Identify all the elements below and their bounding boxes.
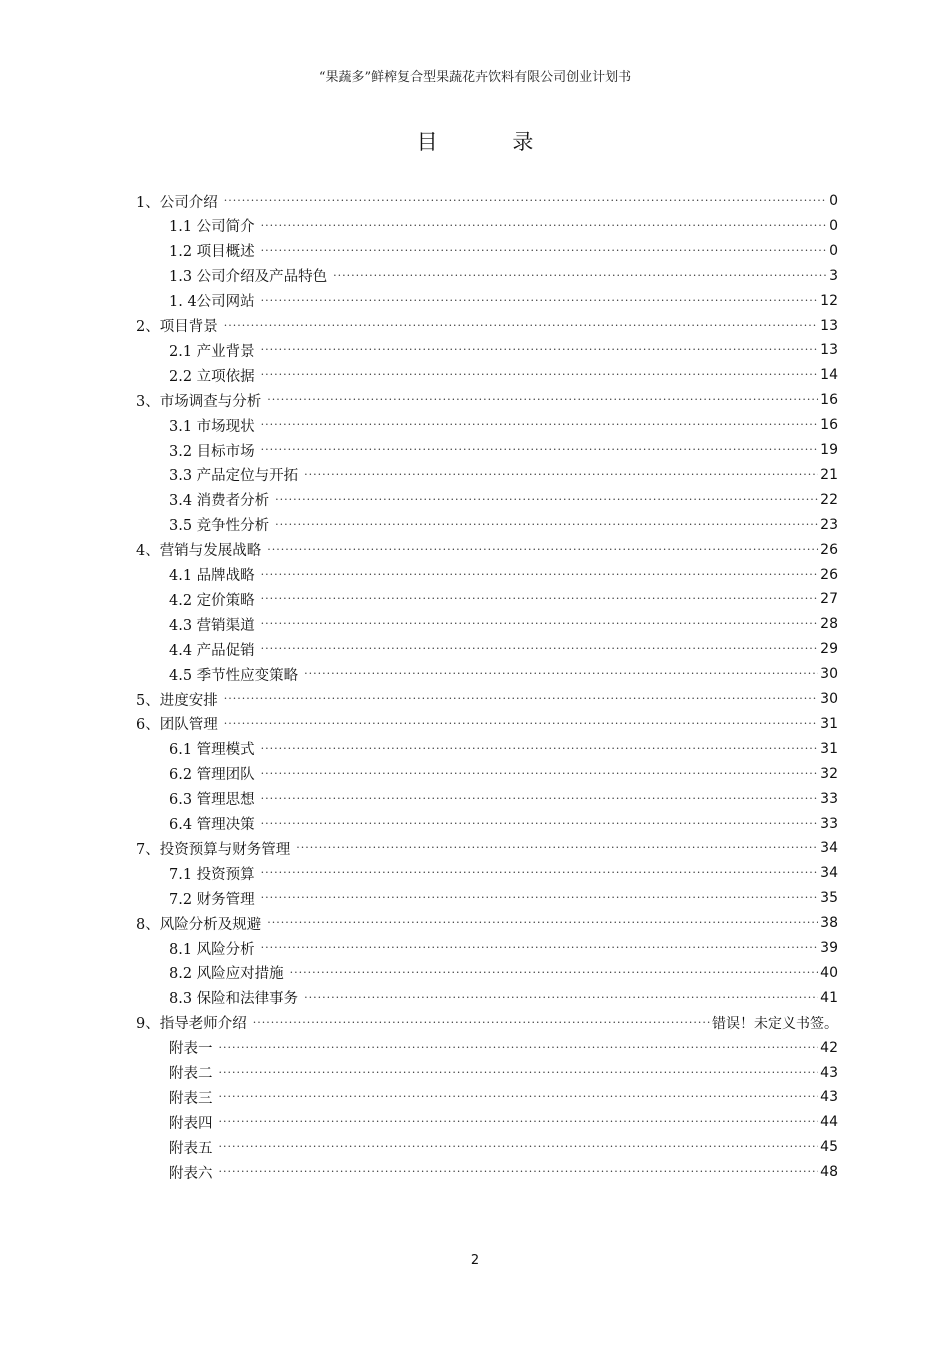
toc-leader-dots [261,937,819,959]
toc-entry-page: 42 [820,1039,838,1056]
toc-entry[interactable] [169,364,838,386]
toc-entry-page: 34 [820,840,838,857]
toc-entry[interactable] [136,315,838,337]
toc-leader-dots [261,414,819,436]
toc-leader-dots [219,1037,819,1059]
toc-entry-page: 32 [820,765,838,782]
toc-leader-dots [333,265,827,287]
toc-entry-label: 5、进度安排 [136,692,218,709]
toc-entry-page: 43 [820,1089,838,1106]
toc-entry[interactable] [169,240,838,262]
toc-leader-dots [224,688,818,710]
toc-entry-label: 1.1 公司简介 [169,219,255,236]
toc-leader-dots [224,713,818,735]
toc-entry[interactable] [169,788,838,810]
toc-entry-label: 4.1 品牌战略 [169,568,255,584]
toc-entry-label: 1、公司介绍 [136,194,218,211]
toc-entry-label: 8.3 保险和法律事务 [169,991,299,1008]
toc-entry[interactable] [169,962,838,984]
toc-entry[interactable] [169,813,838,835]
toc-entry-page: 16 [820,417,838,434]
toc-entry[interactable] [136,912,838,934]
toc-leader-dots [261,738,819,760]
toc-entry[interactable] [169,489,838,511]
toc-entry[interactable] [169,987,838,1009]
toc-entry-label: 2、项目背景 [136,319,218,335]
toc-entry-label: 3、市场调查与分析 [136,393,262,410]
toc-entry-label: 3.3 产品定位与开拓 [169,468,299,485]
toc-entry-page: 31 [820,715,838,732]
toc-entry[interactable] [136,190,838,212]
toc-leader-dots [261,763,819,785]
page-number: 2 [470,1253,480,1268]
toc-entry-label: 4.5 季节性应变策略 [169,667,299,684]
toc-entry-page: 12 [820,292,838,309]
toc-leader-dots [261,588,819,610]
toc-entry[interactable] [169,265,838,287]
toc-entry-page: 29 [820,641,838,658]
toc-leader-dots [261,339,819,361]
toc-entry-page: 33 [820,790,838,807]
toc-entry-label: 7.1 投资预算 [169,866,255,883]
toc-entry-page: 13 [820,317,838,334]
toc-entry-page: 27 [820,591,838,608]
toc-entry-label: 6.3 管理思想 [169,792,255,809]
toc-leader-dots [261,862,819,884]
toc-entry-page: 26 [820,566,838,583]
toc-entry[interactable] [136,539,838,561]
toc-entry[interactable] [169,1062,838,1084]
toc-entry-page: 0 [829,242,838,259]
toc-leader-dots [261,240,827,262]
toc-leader-dots [261,887,819,909]
toc-entry-page: 43 [820,1064,838,1081]
toc-entry[interactable] [169,464,838,486]
toc-entry[interactable] [169,1111,838,1133]
toc-leader-dots [219,1161,819,1183]
toc-leader-dots [304,663,818,685]
toc-entry[interactable] [136,837,838,859]
toc-entry-label: 6.2 管理团队 [169,767,255,784]
toc-entry[interactable] [169,215,838,237]
toc-leader-dots [261,564,819,586]
toc-leader-dots [267,539,818,561]
toc-entry-label: 8.2 风险应对措施 [169,966,284,983]
toc-entry-page: 44 [820,1114,838,1131]
toc-entry-page: 14 [820,367,838,384]
toc-leader-dots [219,1086,819,1108]
toc-entry-page: 41 [820,989,838,1006]
toc-entry-label: 3.5 竞争性分析 [169,518,270,535]
toc-entry-label: 附表二 [169,1066,213,1082]
toc-entry-label: 6.4 管理决策 [169,817,255,833]
toc-leader-dots [224,190,827,212]
toc-entry-page: 0 [829,193,838,209]
toc-entry[interactable] [169,414,838,436]
toc-leader-dots [304,987,818,1009]
toc-entry-label: 1. 4公司网站 [169,294,255,311]
toc-entry-page: 38 [820,915,838,932]
toc-entry-label: 8.1 风险分析 [169,941,255,958]
toc-entry[interactable] [169,1136,838,1158]
toc-entry-label: 附表四 [169,1115,213,1132]
toc-leader-dots [219,1136,819,1158]
toc-entry-page: 19 [820,442,838,458]
toc-leader-dots [275,489,818,511]
toc-entry[interactable] [169,1037,838,1059]
toc-entry-label: 附表三 [169,1090,213,1107]
toc-entry-label: 8、风险分析及规避 [136,916,262,933]
toc-entry-label: 7.2 财务管理 [169,891,255,908]
toc-entry[interactable] [169,613,838,635]
toc-entry-label: 4.3 营销渠道 [169,617,255,634]
toc-entry-page: 40 [820,964,838,981]
toc-entry[interactable] [169,290,838,312]
toc-entry[interactable] [136,1012,838,1034]
toc-entry-page: 3 [829,267,838,284]
toc-entry-page: 31 [820,740,838,757]
toc-entry[interactable] [169,763,838,785]
toc-leader-dots [261,613,819,635]
toc-entry[interactable] [169,1161,838,1183]
toc-entry-page: 48 [820,1164,838,1181]
running-header: “果蔬多”鲜榨复合型果蔬花卉饮料有限公司创业计划书 [318,70,632,85]
toc-entry-page: 45 [820,1139,838,1156]
toc-leader-dots [261,439,819,461]
toc-leader-dots [296,837,818,859]
toc-entry-label: 4.2 定价策略 [169,592,255,609]
toc-entry[interactable] [169,339,838,361]
toc-entry-label: 1.2 项目概述 [169,244,255,261]
toc-leader-dots [261,364,819,386]
toc-entry-label: 6、团队管理 [136,717,218,734]
toc-entry-page: 0 [829,217,838,234]
toc-entry[interactable] [169,564,838,586]
toc-entry-label: 9、指导老师介绍 [136,1016,247,1033]
toc-entry-label: 3.1 市场现状 [169,418,255,435]
toc-entry-page: 34 [820,865,838,882]
toc-leader-dots [261,788,819,810]
toc-leader-dots [275,514,818,536]
toc-entry-label: 4、营销与发展战略 [136,543,262,560]
toc-leader-dots [267,389,818,411]
toc-entry-label: 1.3 公司介绍及产品特色 [169,269,328,286]
toc-entry-page: 22 [820,491,838,508]
toc-entry-label: 2.1 产业背景 [169,343,255,360]
toc-leader-dots [219,1062,819,1084]
toc-entry-label: 3.4 消费者分析 [169,493,270,510]
toc-entry-label: 附表五 [169,1140,213,1157]
toc-entry[interactable] [136,389,838,411]
toc-leader-dots [261,290,819,312]
toc-entry-page: 39 [820,940,838,956]
toc-leader-dots [253,1012,710,1034]
toc-entry[interactable] [169,1086,838,1108]
toc-entry[interactable] [136,713,838,735]
toc-entry-page: 30 [820,666,838,683]
toc-leader-dots [290,962,819,984]
toc-entry[interactable] [169,638,838,660]
toc-entry[interactable] [136,688,838,710]
toc-entry-page: 30 [820,691,838,707]
toc-entry-label: 附表六 [169,1165,213,1182]
toc-entry-label: 4.4 产品促销 [169,642,255,659]
toc-entry-label: 6.1 管理模式 [169,742,255,759]
toc-entry-page: 21 [820,466,838,483]
toc-entry[interactable] [169,514,838,536]
toc-entry-page: 28 [820,616,838,633]
toc-entry-label: 附表一 [169,1041,213,1058]
toc-entry-label: 3.2 目标市场 [169,443,255,460]
toc-leader-dots [261,215,827,237]
toc-entry[interactable] [169,937,838,959]
toc-leader-dots [261,813,819,835]
toc-entry-page: 33 [820,815,838,832]
toc-entry-label: 7、投资预算与财务管理 [136,841,291,858]
toc-entry[interactable] [169,588,838,610]
toc-entry-page: 13 [820,342,838,359]
toc-leader-dots [219,1111,819,1133]
toc-entry[interactable] [169,439,838,461]
toc-leader-dots [224,315,818,337]
toc-entry-label: 2.2 立项依据 [169,368,255,385]
toc-entry[interactable] [169,887,838,909]
toc-leader-dots [261,638,819,660]
toc-leader-dots [267,912,818,934]
toc-entry[interactable] [169,738,838,760]
toc-title: 目 录 [416,130,568,154]
toc-entry-page: 26 [820,541,838,558]
toc-entry[interactable] [169,663,838,685]
toc-entry[interactable] [169,862,838,884]
toc-entry-page: 错误！未定义书签。 [712,1015,838,1032]
toc-entry-page: 35 [820,890,838,907]
toc-entry-page: 23 [820,516,838,533]
toc-leader-dots [304,464,818,486]
toc-entry-page: 16 [820,392,838,409]
